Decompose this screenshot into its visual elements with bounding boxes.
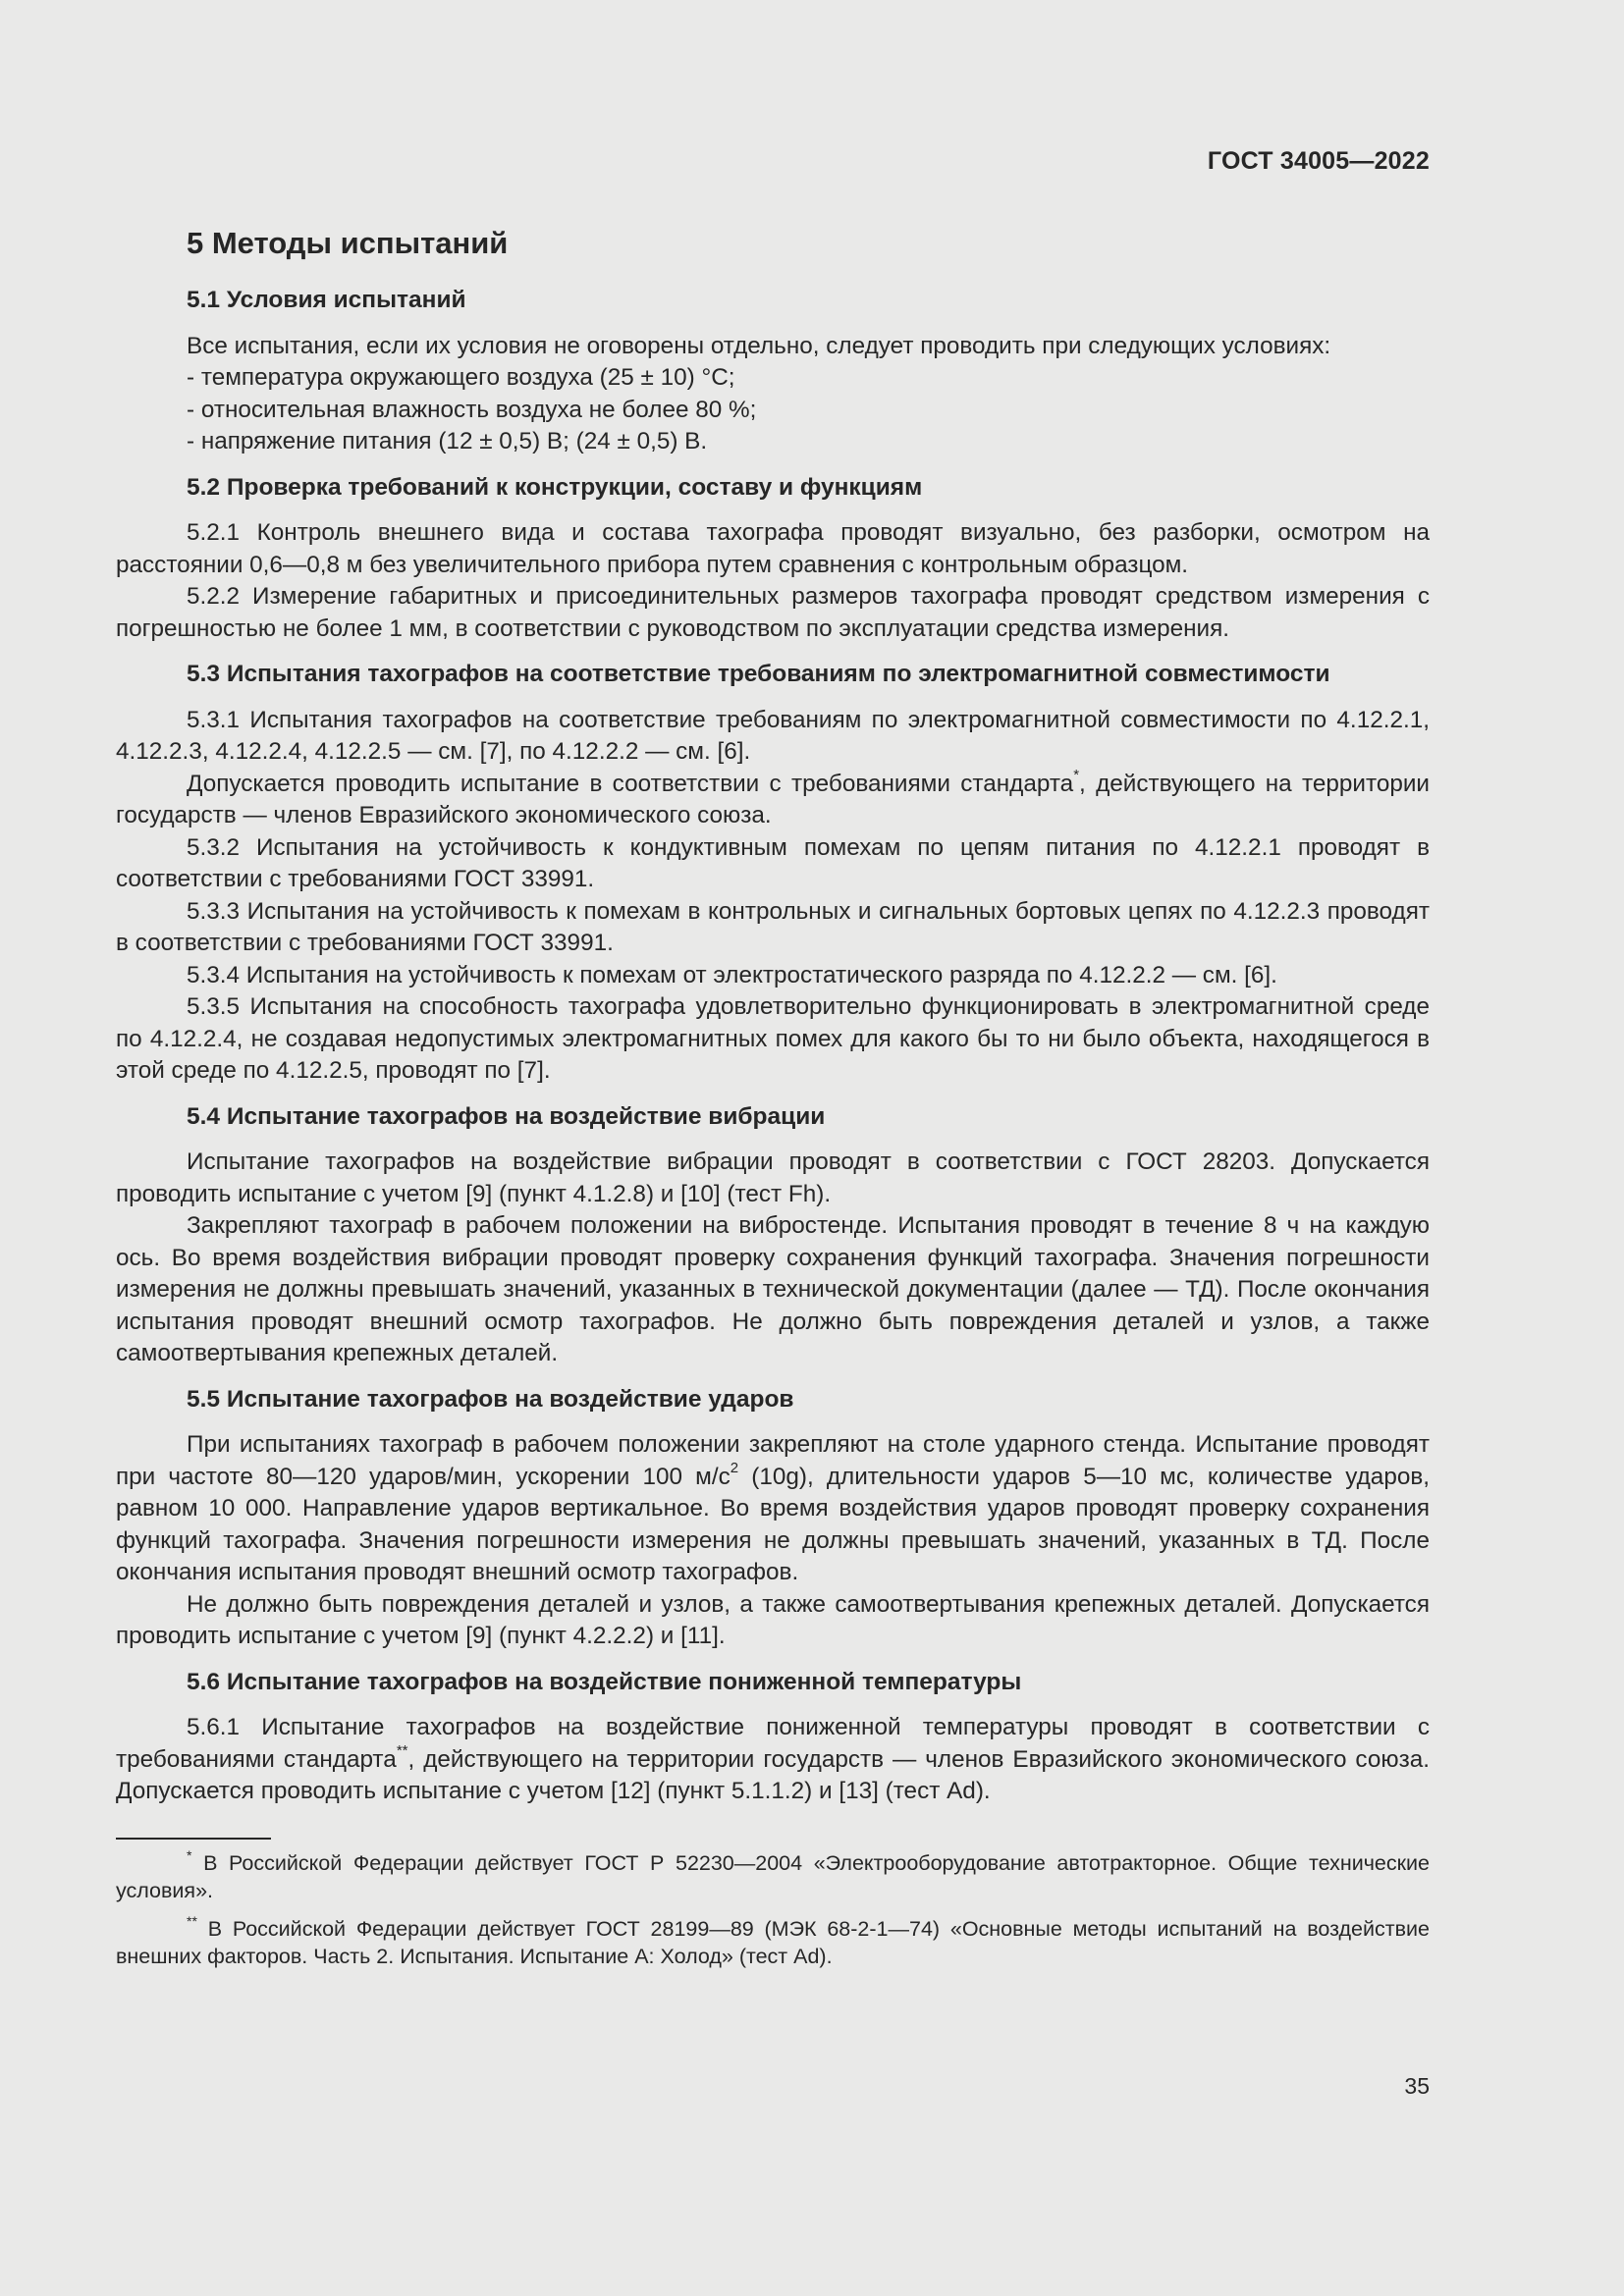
subsection-title-5-2: 5.2 Проверка требований к конструкции, составу и функциям [187, 473, 923, 501]
footnote-ref[interactable]: ** [396, 1742, 408, 1760]
footnote-mark: ** [187, 1913, 197, 1930]
paragraph: При испытаниях тахограф в рабочем положении закрепляют на столе ударного стенда. Испытание проводят при частоте 80—120 ударов/мин, ускорении 100 $м/с^2$ (10g), длительности ударов 5—10 мс, количестве ударов, равном 10 000. Направление ударов вертикальное. Во время воздействия ударов проводят проверку сохранения функций тахографа. Значения погрешности измерения не должны превышать значений, указанных в ТД. После окончания испытания проводят внешний осмотр тахографов. [116, 1431, 1430, 1585]
paragraph: Не должно быть повреждения деталей и узлов, а также самоотвертывания крепежных деталей. Допускается проводить испытание с учетом [9] (пункт 4.2.2.2) и [11]. [116, 1590, 1430, 1649]
list-item: - относительная влажность воздуха не более 80 %; [187, 396, 757, 423]
page-content [116, 224, 1430, 1981]
footnote: * В Российской Федерации действует ГОСТ Р 52230—2004 «Электрооборудование автотракторное. Общие технические условия». [116, 1847, 1430, 1902]
list-item: - напряжение питания (12 ± 0,5) В; (24 ± 0,5) В. [187, 428, 708, 454]
paragraph: 5.3.4 Испытания на устойчивость к помехам от электростатического разряда по 4.12.2.2 — см. [6]. [187, 961, 1277, 988]
footnote-mark: * [187, 1847, 192, 1864]
subsection-title-5-5: 5.5 Испытание тахографов на воздействие ударов [187, 1385, 794, 1413]
subsection-title-5-6: 5.6 Испытание тахографов на воздействие пониженной температуры [187, 1668, 1022, 1695]
subsection-title-5-4: 5.4 Испытание тахографов на воздействие вибрации [187, 1102, 826, 1130]
paragraph: 5.2.2 Измерение габаритных и присоединительных размеров тахографа проводят средством измерения с погрешностью не более 1 мм, в соответствии с руководством по эксплуатации средства измерения. [116, 583, 1430, 642]
superscript: 2 [730, 1460, 739, 1477]
paragraph: Все испытания, если их условия не оговорены отдельно, следует проводить при следующих условиях: [187, 332, 1331, 359]
subsection-title-5-3: 5.3 Испытания тахографов на соответствие требованиям по электромагнитной совместимости [187, 661, 1330, 687]
paragraph: Испытание тахографов на воздействие вибрации проводят в соответствии с ГОСТ 28203. Допускается проводить испытание с учетом [9] (пункт 4.1.2.8) и [10] (тест Fh). [116, 1148, 1430, 1207]
footnote: ** В Российской Федерации действует ГОСТ 28199—89 (МЭК 68-2-1—74) «Основные методы испытаний на воздействие внешних факторов. Часть 2. Испытания. Испытание А: Холод» (тест Ad). [116, 1913, 1430, 1968]
paragraph: Закрепляют тахограф в рабочем положении на вибростенде. Испытания проводят в течение 8 ч на каждую ось. Во время воздействия вибрации проводят проверку сохранения функций тахографа. Значения погрешности измерения не должны превышать значений, указанных в технической документации (далее — ТД). После окончания испытания проводят внешний осмотр тахографов. Не должно быть повреждения деталей и узлов, а также самоотвертывания крепежных деталей. [116, 1212, 1430, 1366]
paragraph: Допускается проводить испытание в соответствии с требованиями стандарта*, действующего на территории государств — членов Евразийского экономического союза. [116, 767, 1431, 828]
paragraph: 5.3.5 Испытания на способность тахографа удовлетворительно функционировать в электромагнитной среде по 4.12.2.4, не создавая недопустимых электромагнитных помех для какого бы то ни было объекта, находящегося в этой среде по 4.12.2.5, проводят по [7]. [116, 993, 1430, 1084]
paragraph: 5.2.1 Контроль внешнего вида и состава тахографа проводят визуально, без разборки, осмотром на расстоянии 0,6—0,8 м без увеличительного прибора путем сравнения с контрольным образцом. [116, 519, 1430, 578]
document-code: ГОСТ 34005—2022 [1207, 147, 1430, 175]
footnote-divider [116, 1838, 271, 1840]
paragraph: 5.3.1 Испытания тахографов на соответствие требованиям по электромагнитной совместимости по 4.12.2.1, 4.12.2.3, 4.12.2.4, 4.12.2.5 — см. [7], по 4.12.2.2 — см. [6]. [116, 706, 1430, 765]
paragraph: 5.3.3 Испытания на устойчивость к помехам в контрольных и сигнальных бортовых цепях по 4.12.2.3 проводят в соответствии с требованиями ГОСТ 33991. [116, 897, 1430, 956]
footnote-ref[interactable]: * [1073, 767, 1080, 784]
paragraph: 5.6.1 Испытание тахографов на воздействие пониженной температуры проводят в соответствии с требованиями стандарта**, действующего на территории государств — членов Евразийского экономического союза. Допускается проводить испытание с учетом [12] (пункт 5.1.1.2) и [13] (тест Ad). [116, 1714, 1430, 1804]
page-number: 35 [1404, 2073, 1430, 2099]
list-item: - температура окружающего воздуха (25 ± 10) °С; [187, 364, 735, 391]
section-title: 5 Методы испытаний [187, 226, 509, 260]
subsection-title-5-1: 5.1 Условия испытаний [187, 287, 466, 313]
paragraph: 5.3.2 Испытания на устойчивость к кондуктивным помехам по цепям питания по 4.12.2.1 проводят в соответствии с требованиями ГОСТ 33991. [116, 833, 1430, 892]
